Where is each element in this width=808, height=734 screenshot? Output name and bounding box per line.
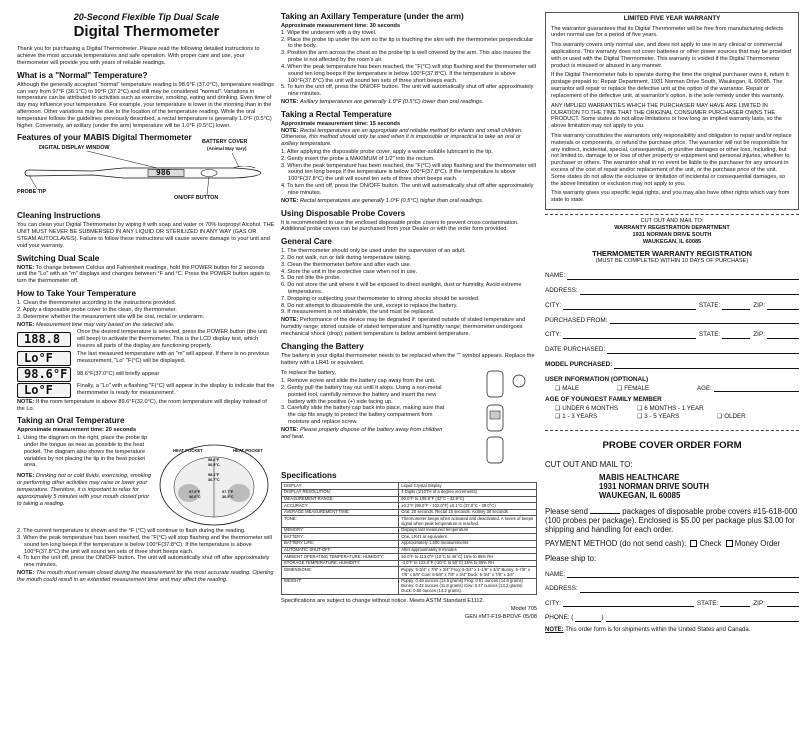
list-item: 8. Do not attempt to disassemble the unit, except to replace the battery.: [281, 302, 458, 309]
spec-value: One, LR41 or equivalent: [399, 534, 537, 541]
list-item: 2. Do not walk, run or talk during temperature taking.: [281, 254, 412, 261]
display-window-label: DIGITAL DISPLAY WINDOW: [39, 145, 110, 152]
table-row: [282, 547, 537, 554]
money-order-checkbox[interactable]: [726, 540, 733, 547]
order-form-title: PROBE COVER ORDER FORM: [545, 430, 799, 452]
list-item: 1. Clean the thermometer according to the instructions provided.: [17, 300, 177, 307]
lcd-display: 98.6°F: [17, 367, 71, 382]
order-phone-field[interactable]: PHONE: ( ): [545, 614, 799, 622]
warranty-box: [545, 12, 799, 210]
lcd-text: 98.6°F(37.0°C) will briefly appear: [77, 370, 160, 377]
column-middle: [281, 12, 537, 621]
reg-model-field[interactable]: MODEL PURCHASED:: [545, 361, 799, 369]
display-window-value: 986: [156, 168, 171, 178]
payment-method: PAYMENT METHOD (do not send cash): Check Money Order: [545, 539, 781, 549]
spec-label: DISPLAY:: [282, 483, 399, 490]
mouth-value: 36.5°C: [222, 495, 234, 500]
oral-heading: Taking an Oral Temperature: [17, 416, 125, 426]
thermometer-diagram: [17, 139, 276, 207]
list-item: 3. Determine whether the measurement site will be oral, rectal or underarm.: [17, 313, 205, 320]
howto-heading: How to Take Your Temperature: [17, 289, 137, 299]
order-quantity-line: Please send packages of disposable probe covers #15-618-000 (100 probes per package). Enclosed is $5.00 per package plus $3.00 for shipping and handling for each order.: [545, 506, 798, 534]
spec-value: 90.0°F to 109.9°F (32°C - 42.9°C): [399, 496, 537, 503]
spec-value: Oral: 20 seconds. Rectal 15 seconds. Axillary 30 seconds: [399, 509, 537, 516]
specs-table: [281, 482, 537, 595]
table-row: [282, 496, 537, 503]
spec-value: Displays last measured temperature: [399, 527, 537, 534]
mouth-value: 36.9°C: [208, 463, 220, 468]
spec-label: AMBIENT OPERATING TEMPERATURE: HUMIDITY:: [282, 554, 399, 561]
oral-time: Approximate measurement time: 20 seconds: [17, 427, 137, 434]
covers-text: It is recommended to use the enclosed disposable probe covers to prevent cross contamination. Additional probe covers can be purchased from your Dealer or with the order form provided.: [281, 219, 519, 233]
order-name-field[interactable]: NAME:: [545, 571, 799, 579]
spec-value: 50.0°F to 113.0°F (10°C to 45°C) 15% to 95% RH: [399, 554, 537, 561]
table-row: [282, 509, 537, 516]
mouth-value: 98.6°F: [208, 458, 220, 463]
spec-value: -4.0°F to 122.0°F (-20°C to 50°C) 15% to 95% RH: [399, 560, 537, 567]
male-checkbox[interactable]: ❑ MALE: [555, 384, 580, 392]
lcd-display: Lo°F: [17, 383, 71, 398]
list-item: 2. Apply a disposable probe cover to the clean, dry thermometer.: [17, 306, 177, 313]
list-item: 5. Do not bite the probe.: [281, 275, 342, 282]
reg-city-state-zip-2[interactable]: CITY: STATE: ZIP:: [545, 331, 799, 339]
specs-footer: Specifications are subject to change without notice. Meets ASTM Standard E1112.: [281, 598, 485, 605]
oral-note-2: NOTE: The mouth must remain closed during the measurement for the most accurate reading. Opening the mouth could result in an extended measurement time and may affect the reading.: [17, 570, 274, 583]
battery-cover-label: BATTERY COVER: [202, 139, 248, 146]
reg-date-field[interactable]: DATE PURCHASED:: [545, 346, 799, 354]
table-row: [282, 567, 537, 578]
list-item: 1. Wipe the underarm with a dry towel.: [281, 29, 377, 36]
normal-heading: What is a "Normal" Temperature?: [17, 70, 148, 80]
mouth-value: 36.7°C: [208, 478, 220, 483]
order-address-field[interactable]: ADDRESS:: [545, 585, 799, 593]
oral-note: NOTE: Drinking hot or cold fluids, exercising, smoking or performing other activities may raise or lower your temperature. Therefore, it is important to relax for approximately 5 minutes with your mouth closed prior to taking a reading.: [17, 473, 152, 507]
battery-note: NOTE: Please properly dispose of the battery away from children and heat.: [281, 426, 443, 440]
user-info-heading: USER INFORMATION (OPTIONAL): [545, 375, 649, 383]
page-subtitle: 20-Second Flexible Tip Dual Scale: [73, 12, 220, 22]
rectal-heading: Taking a Rectal Temperature: [281, 109, 392, 119]
column-right: [545, 12, 799, 634]
lcd-step: [17, 383, 276, 398]
list-item: 4. To turn the unit off, press the ON/OFF button. The unit will automatically shut off after approximately nine minutes.: [281, 183, 534, 196]
spec-label: AVERAGE MEASUREMENT TIME:: [282, 509, 399, 516]
lcd-step: [17, 329, 276, 349]
spec-value: After approximately 9 minutes: [399, 547, 537, 554]
axillary-steps: [281, 30, 537, 98]
mouth-value: 97.7°F: [222, 490, 234, 495]
features-heading: Features of your MABIS Digital Thermometer: [17, 133, 192, 143]
reg-purchased-from-field[interactable]: PURCHASED FROM:: [545, 317, 799, 325]
reg-address-field[interactable]: ADDRESS:: [545, 287, 799, 295]
document-code: GEN #MT-F19-BPDVF 05/08: [464, 613, 537, 620]
list-item: 5. To turn the unit off, press the ON/OFF button. The unit will automatically shut off after approximately nine minutes.: [281, 84, 534, 98]
battery-diagram-icon: [457, 367, 537, 467]
table-row: [282, 527, 537, 534]
spec-value: 4 Digits (1/10TH of a degree increments): [399, 489, 537, 496]
normal-text: Although the generally accepted "normal" temperature reading is 98.6°F (37.0°C), temperature readings can vary from 97°F (36.1°C) to 99°F (37.2°C) and still may be considered "normal". Variations in temperature can be attributed to activities such as exercise, smoking, eating and drinking. Even time of day may influence your temperature. For example, your temperature is lower in the morning than in the afternoon. Other variations may be due to the location of the temperature reading. While the oral temperature follows the guidelines previously described, a rectal temperature is generally 1.0°F (0.5°C) higher. Conversely, an axillary (under the arm) temperature will be 1.0°F (0.5°C) lower.: [17, 81, 274, 129]
covers-heading: Using Disposable Probe Covers: [281, 208, 406, 218]
table-row: [282, 578, 537, 594]
general-heading: General Care: [281, 237, 332, 247]
spec-label: WEIGHT:: [282, 578, 399, 594]
battery-heading: Changing the Battery: [281, 341, 364, 351]
page-title: Digital Thermometer: [73, 22, 220, 40]
registration-address: CUT OUT AND MAIL TO: WARRANTY REGISTRATION DEPARTMENT 1931 NORMAN DRIVE SOUTH WAUKEGAN, IL 60085: [545, 214, 799, 245]
switching-heading: Switching Dual Scale: [17, 253, 100, 263]
package-count-field[interactable]: [590, 513, 620, 514]
lcd-text: The last measured temperature with an "m" will appear. If there is no previous measurement, "Lo" "F(°C) will be displayed.: [77, 351, 270, 365]
onoff-label: ON/OFF BUTTON: [174, 195, 219, 202]
spec-label: DISPLAY RESOLUTION:: [282, 489, 399, 496]
lcd-display: 188.8: [17, 332, 71, 347]
list-item: 2. Place the probe tip under the arm so the tip is touching the skin with the thermometer perpendicular to the body.: [281, 36, 534, 50]
ship-to-label: Please ship to:: [545, 554, 597, 564]
column-left: [17, 12, 276, 585]
order-address: MABIS HEALTHCARE 1931 NORMAN DRIVE SOUTH WAUKEGAN, IL 60085: [599, 473, 710, 501]
general-items: [281, 248, 537, 316]
lcd-text: Finally, a "Lo" with a flashing "F(°C) will appear in the display to indicate that the thermometer is ready for measurement.: [77, 383, 275, 397]
warranty-title: LIMITED FIVE YEAR WARRANTY: [623, 15, 721, 22]
age-checkbox[interactable]: ❑ 3 - 5 YEARS: [637, 412, 680, 420]
check-checkbox[interactable]: [690, 540, 697, 547]
battery-cover-note: (Animal May Vary): [207, 146, 247, 152]
age-checkbox[interactable]: ❑ OLDER: [717, 412, 746, 420]
heat-pocket-label: HEAT POCKET: [233, 448, 263, 454]
spec-label: MEASUREMENT RANGE:: [282, 496, 399, 503]
battery-intro: The battery in your digital thermometer needs to be replaced when the "" symbol appears. Replace the battery with a LR41 or equivalent.: [281, 352, 535, 366]
list-item: 1. After applying the disposable probe cover, apply a water-soluble lubricant to the tip.: [281, 149, 493, 155]
list-item: 3. Position the arm across the chest so the probe tip is well covered by the arm. This also insures the probe is not affected by the room's air.: [281, 50, 531, 64]
warranty-paragraph: The warrantor guarantees that its Digital Thermometer will be free from manufacturing defects under normal use for a period of five years.: [551, 25, 784, 39]
list-item: 3. When the peak temperature has been reached, the "F(°C) will stop flashing and the thermometer will sound ten long beeps if the temperature is below 100°F(37.8°C). If the temperature is above 100°F(37.8°C) the unit will sound ten sets of three short beeps each.: [17, 535, 272, 555]
list-item: 1. Using the diagram on the right, place the probe tip under the tongue as near as possible to the heat pocket. The diagram also shows the temperature variables by not placing the tip in the heat pocket area.: [17, 435, 148, 469]
mouth-value: 98.1°F: [208, 473, 220, 478]
gender-options: [545, 385, 799, 393]
reg-name-field[interactable]: NAME:: [545, 272, 799, 280]
spec-value: Puppy: 5-3/4" x 7/8" x 3/4" Frog: 5-3/4" x 1-1/8" x 3/4" Bunny: 5-7/8" x 7/8" x 5/8" Cow: 5-5/8" x 7/8" x 3/4" Duck: 5-3/4" x 7/8" x 3/4": [399, 567, 537, 578]
table-row: [282, 560, 537, 567]
registration-subtitle: (MUST BE COMPLETED WITHIN 10 DAYS OF PURCHASE): [595, 258, 749, 265]
list-item: 6. Do not store the unit where it will be exposed to direct sunlight, dust or humidity. Avoid extreme temperatures.: [281, 282, 522, 295]
female-checkbox[interactable]: ❑ FEMALE: [617, 384, 650, 392]
rectal-note: NOTE: Rectal temperatures are an appropriate and reliable method for infants and small children. Otherwise, this method should only be used when it is impossible or impractical to take an oral or axillary temperature.: [281, 127, 523, 148]
heat-pocket-label: HEAT POCKET: [173, 448, 203, 454]
age-checkbox[interactable]: ❑ 6 MONTHS - 1 YEAR: [637, 405, 704, 413]
spec-value: ±0.2°F (98.0°F - 102.0°F) ±0.1°C (37.0°C - 39.0°C): [399, 503, 537, 510]
list-item: 3. Carefully slide the battery cap back into place, making sure that the cap fits snugly to protect the battery compartment from moisture and replace screw.: [281, 405, 445, 425]
order-city-state-zip[interactable]: CITY: STATE: ZIP:: [545, 600, 799, 608]
warranty-paragraph: This warranty gives you specific legal rights, and you may also have other rights which vary from state to state.: [551, 190, 790, 204]
howto-steps: [17, 300, 276, 320]
battery-steps: [281, 378, 453, 426]
probe-tip-label: PROBE TIP: [17, 189, 47, 196]
age-options: [545, 405, 799, 420]
lcd-text: Once the desired temperature is selected, press the POWER button (the unit will beep) to activate the thermometer. This is the LCD display test, which insures all parts of the display are functioning properly.: [77, 329, 267, 349]
list-item: 1. Remove screw and slide the battery cap away from the unit.: [281, 378, 436, 385]
spec-value: Approximately 1,500 measurements: [399, 541, 537, 548]
lcd-display: Lo°F: [17, 351, 71, 366]
mouth-value: 36.6°C: [189, 495, 201, 500]
reg-city-state-zip[interactable]: CITY: STATE: ZIP:: [545, 302, 799, 310]
rectal-time: Approximate measurement time: 15 seconds: [281, 120, 401, 127]
lcd-step: [17, 351, 276, 366]
list-item: 9. If measurement is not attainable, the unit must be replaced.: [281, 309, 435, 316]
list-item: 1. The thermometer should only be used under the supervision of an adult.: [281, 248, 466, 255]
cleaning-text: You can clean your Digital Thermometer by wiping it with soap and water or 70% Isopropyl Alcohol. THE UNIT MUST NEVER BE SUBMERSED IN ANY LIQUID OR STERILIZED IN ANY WAY (GAS OR STEAM AUTOCLAVES). Failure to follow these instructions will cause severe damage to your unit and void your warranty.: [17, 222, 275, 249]
rectal-steps: [281, 149, 537, 197]
lcd-step: [17, 367, 276, 382]
mouth-value: 97.9°F: [189, 490, 201, 495]
oral-steps: [17, 528, 276, 569]
spec-label: STORAGE TEMPERATURE: HUMIDITY:: [282, 560, 399, 567]
warranty-paragraph: If the Digital Thermometer fails to operate during the time the original purchaser owns it, return it postage prepaid to: Repair Department, 1931 Norman Drive South, Waukegan, IL 60085. The warrantor will repair or replace the defective unit at the option of the warrantor. Repair or replacement of the defective unit, at warrantor's option, is the sole remedy under this warranty.: [551, 72, 789, 99]
spec-value: Liquid Crystal Display: [399, 483, 537, 490]
age-field[interactable]: AGE:: [697, 385, 799, 393]
spec-label: ACCURACY:: [282, 503, 399, 510]
specs-heading: Specifications: [281, 471, 337, 481]
age-checkbox[interactable]: ❑ 1 - 3 YEARS: [555, 412, 598, 420]
list-item: 7. Dropping or subjecting your thermometer to strong shocks should be avoided.: [281, 295, 480, 302]
spec-label: AUTOMATIC SHUT-OFF:: [282, 547, 399, 554]
youngest-heading: AGE OF YOUNGEST FAMILY MEMBER: [545, 396, 662, 404]
spec-label: MEMORY:: [282, 527, 399, 534]
registration-title: THERMOMETER WARRANTY REGISTRATION: [592, 249, 752, 259]
list-item: 2. Gently pull the battery tray out until it stops. Using a non-metal pointed tool, carefully remove the battery and insert the new battery with the positive (+) side facing up.: [281, 384, 442, 405]
rectal-note-2: NOTE: Rectal temperatures are generally 1.0°F (0.5°C) higher than oral readings.: [281, 197, 484, 204]
list-item: 3. When the peak temperature has been reached, the "F(°C) will stop flashing and the thermometer will sound ten long beeps if the temperature is below 100°F(37.8°C). If the temperature is above 100°F(37.8°C) the unit will sound ten sets of three short beeps each.: [281, 162, 536, 183]
warranty-paragraph: ANY IMPLIED WARRANTIES WHICH THE PURCHASER MAY HAVE ARE LIMITED IN DURATION TO THE TIME THAT THE ORIGINAL CONSUMER PURCHASER OWNS THE PRODUCT. Some states do not allow limitations or how long an implied warranty lasts, so the above limitation may not apply to you.: [551, 102, 782, 130]
spec-value: Puppy: 0.48 ounces (13.5 grams) Frog: 0.51 ounces (14.6 grams) Bunny: 0.42 ounces (11.8 grams) Cow: 0.47 ounces (13.2 grams) Duck: 0.50 ounces (14.2 grams): [399, 578, 537, 594]
spec-label: BATTERY:: [282, 534, 399, 541]
spec-label: DIMENSIONS:: [282, 567, 399, 578]
list-item: 4. To turn the unit off, press the ON/OFF button. The unit will automatically shut off after approximately nine minutes.: [17, 555, 270, 569]
warranty-paragraph: This warranty constitutes the warrantors only responsibility and obligation to repair and/or replace materials or components, or refund the purchase price. The warrantor will not be responsible for any indirect, incidental, special, consequential, or punitive damages or other loss, including, but not limited to, damage to or loss of other property or equipment and personal injuries, whether to purchaser or others. The warrantor shall in no event be liable to the purchaser for any amount in excess of the cost of repair and/or replacement of the unit, or the purchase price of the unit. Some states do not allow the exclusive or limitation of incidental or consequential damages, so the above limitation or exclusion may not apply to you.: [551, 132, 792, 187]
order-note: NOTE: This order form is for shipments within the United States and Canada.: [545, 626, 751, 633]
battery-lead: To replace the battery,: [281, 370, 336, 377]
order-form: CUT OUT AND MAIL TO: MABIS HEALTHCARE 1931 NORMAN DRIVE SOUTH WAUKEGAN, IL 60085 Please send packages of disposable probe covers #15-618-000 (100 probes per package). Enclosed is $5.00 per package plus $3.00 for shipping and handling for each order. PAYMENT METHOD (do not send cash): Check Money Order Please ship to: NAME: ADDRESS: CITY: STATE: ZIP: PHONE: ( ) NOTE: This order form is for shipments within the United States and Canada.: [545, 459, 798, 633]
list-item: 4. Store the unit in the protective case when not in use.: [281, 268, 418, 275]
axillary-note: NOTE: Axillary temperatures are generally 1.0°F (0.5°C) lower than oral readings.: [281, 98, 484, 105]
spec-value: Thermometer beeps when activated and deactivated. A series of beeps signal when peak temperature is reached.: [399, 516, 537, 527]
cleaning-heading: Cleaning Instructions: [17, 211, 101, 221]
warranty-paragraph: This warranty covers only normal use, and does not apply to use in any clinical or commercial applications. This warranty does not cover batteries or other power sources that may be provided with or used with the Digital Thermometer. This warranty is voided if the Digital Thermometer product is misused or abused in any manner.: [551, 42, 791, 69]
spec-label: BATTERY LIFE:: [282, 541, 399, 548]
model-number: Model 705: [510, 605, 537, 612]
age-checkbox[interactable]: ❑ UNDER 6 MONTHS: [555, 405, 618, 413]
general-note: NOTE: Performance of the device may be degraded if: operated outside of stated temperature and humidity range; stored outside of stated temperature and humidity range; thermometer undergoes mechanical shock (drop); patient temperature is below ambient temperature.: [281, 317, 526, 337]
spec-label: TONE:: [282, 516, 399, 527]
diagram-leaders: [17, 145, 276, 207]
axillary-time: Approximate measurement time: 30 seconds: [281, 23, 401, 29]
list-item: 2. The current temperature is shown and the °F (°C) will continue to flash during the reading.: [17, 528, 246, 535]
list-item: 3. Clean the thermometer before and after each use.: [281, 261, 412, 268]
table-row: [282, 516, 537, 527]
axillary-heading: Taking an Axillary Temperature (under the arm): [281, 12, 464, 21]
switching-text: NOTE: To change between Celcius and Fahrenheit readings, hold the POWER button for 2 seconds until the "Lo" with an "m" displays and changes between °F and °C. Press the POWER button again to turn the thermometer off.: [17, 264, 270, 285]
list-item: 2. Gently insert the probe a MAXIMUM of 1/2" into the rectum.: [281, 155, 435, 162]
howto-note: NOTE: Measurement time may vary based on the selected site.: [17, 321, 175, 328]
howto-note-2: NOTE: If the room temperature is above 89.6°F(32.0°C), the room temperature will display instead of the Lo.: [17, 398, 267, 412]
list-item: 4. When the peak temperature has been reached, the "F(°C) will stop flashing and the thermometer will sound ten long beeps if the temperature is below 100°F(37.8°C). If the temperature is above 100°F(37.8°C) the unit will sound ten sets of three short beeps each.: [281, 63, 536, 84]
intro-text: Thank you for purchasing a Digital Thermometer. Please read the following detailed instructions to achieve the most accurate temperatures and safe operation. With proper care and use, your thermometer will provide you with years of reliable readings.: [17, 46, 260, 66]
